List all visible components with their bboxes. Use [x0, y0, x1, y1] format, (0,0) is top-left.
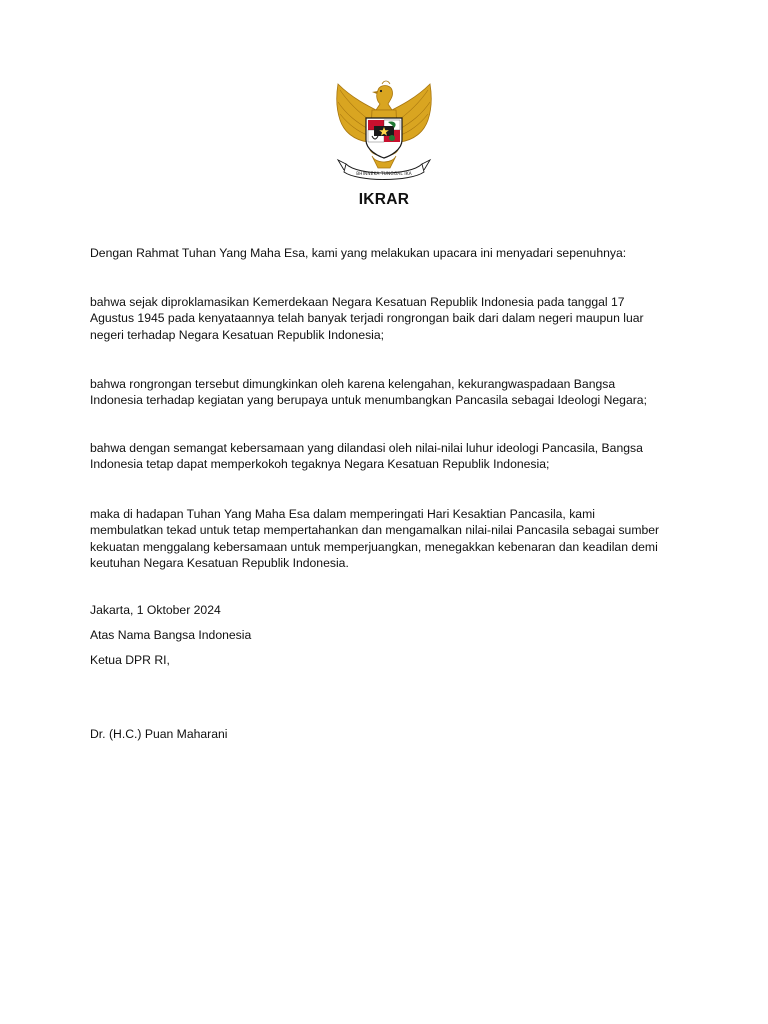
- emblem-motto: BHINNEKA TUNGGAL IKA: [356, 171, 412, 176]
- body-paragraph-3: bahwa dengan semangat kebersamaan yang dilandasi oleh nilai-nilai luhur ideologi Pancasila, Bangsa Indonesia tetap dapat memperkokoh tegaknya Negara Kesatuan Republik Indonesia;: [90, 441, 643, 472]
- signature-on-behalf: Atas Nama Bangsa Indonesia: [90, 628, 252, 642]
- signature-name: Dr. (H.C.) Puan Maharani: [90, 727, 228, 741]
- signature-role: Ketua DPR RI,: [90, 653, 170, 667]
- document-title: IKRAR: [358, 191, 410, 208]
- signature-place-date: Jakarta, 1 Oktober 2024: [90, 603, 221, 617]
- body-paragraph-2: bahwa rongrongan tersebut dimungkinkan oleh karena kelengahan, kekurangwaspadaan Bangsa Indonesia terhadap kegiatan yang berupaya untuk menumbangkan Pancasila sebagai Ideologi Negara;: [90, 377, 647, 408]
- garuda-pancasila-emblem-icon: [328, 78, 440, 182]
- body-paragraph-4: maka di hadapan Tuhan Yang Maha Esa dalam memperingati Hari Kesaktian Pancasila, kami membulatkan tekad untuk tetap mempertahankan dan mengamalkan nilai-nilai Pancasila sebagai sumber kekuatan menggalang kebersamaan untuk memperjuangkan, menegakkan kebenaran dan keadilan demi keutuhan Negara Kesatuan Republik Indonesia.: [90, 507, 660, 570]
- intro-paragraph: Dengan Rahmat Tuhan Yang Maha Esa, kami yang melakukan upacara ini menyadari sepenuhnya:: [90, 246, 627, 260]
- body-paragraph-1: bahwa sejak diproklamasikan Kemerdekaan Negara Kesatuan Republik Indonesia pada tanggal 17 Agustus 1945 pada kenyataannya telah banyak terjadi rongrongan baik dari dalam negeri maupun luar negeri terhadap Negara Kesatuan Republik Indonesia;: [90, 295, 644, 342]
